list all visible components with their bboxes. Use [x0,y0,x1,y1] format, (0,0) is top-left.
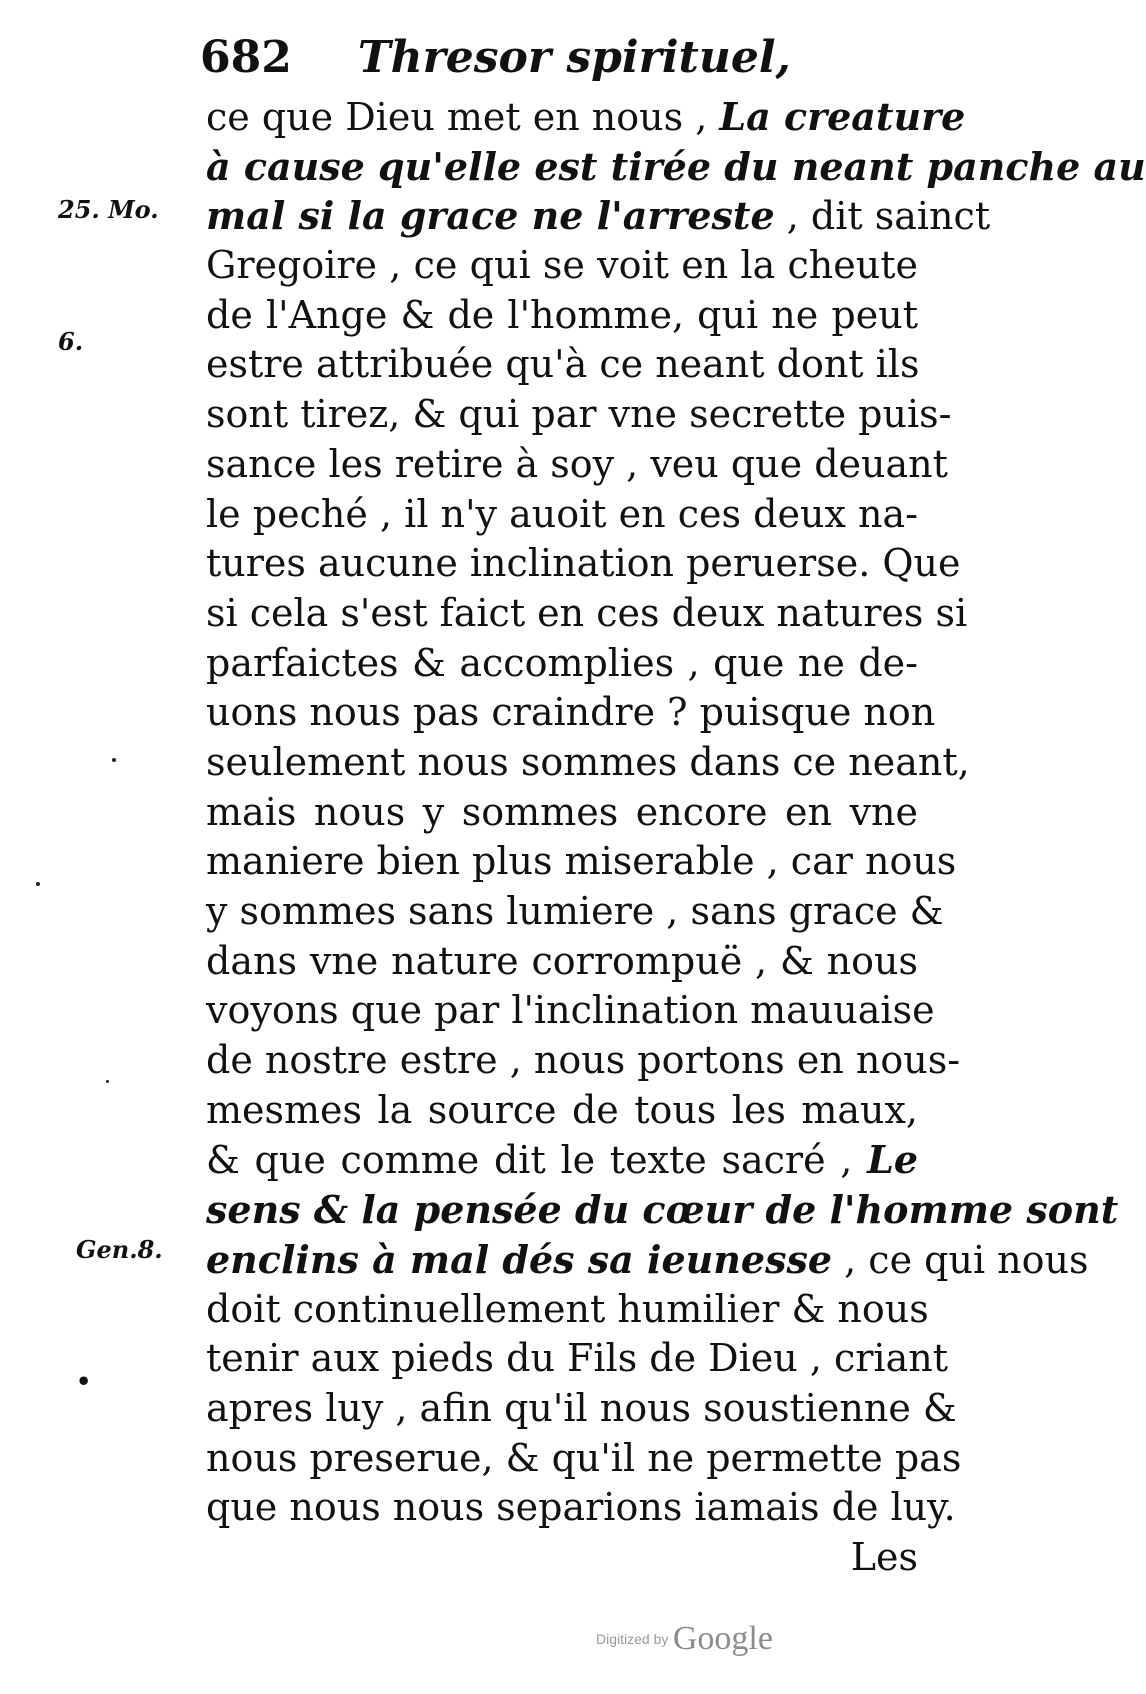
watermark-prefix: Digitized by [596,1631,669,1647]
text-line: de l'Ange & de l'homme, qui ne peut [206,292,918,337]
text-line: doit continuellement humilier & nous [206,1286,929,1331]
text-line [206,142,1146,192]
text-line: Gregoire , ce qui se voit en la cheute [206,243,918,288]
margin-note-line: 6. [58,327,84,356]
text-line: seulement nous sommes dans ce neant, [206,739,970,784]
text-line: le peché , il n'y auoit en ces deux na- [206,491,918,536]
text-line [206,1185,1119,1235]
text-line: parfaictes & accomplies , que ne de- [206,640,918,685]
italic-span: mal si la grace ne l'arreste [206,193,775,239]
margin-note-line: • [76,1367,92,1396]
text-span: , ce qui nous [844,1237,1089,1282]
page-header [200,28,791,88]
text-line [206,1235,1089,1285]
text-line: si cela s'est faict en ces deux natures si [206,590,968,635]
text-line [206,191,991,241]
text-span: ce que Dieu met en nous , [206,95,708,139]
italic-span: La creature [719,94,966,139]
text-line: tenir aux pieds du Fils de Dieu , criant [206,1336,948,1381]
digitization-watermark [596,1620,816,1660]
running-title: Thresor spirituel, [357,32,791,83]
text-line: de nostre estre , nous portons en nous- [206,1038,961,1083]
italic-span: à cause qu'elle est tirée du neant panche au [206,143,1146,189]
text-line: y sommes sans lumiere , sans grace & [206,889,944,933]
text-line: estre attribuée qu'à ce neant dont ils [206,342,920,387]
ink-speck [36,882,40,886]
italic-span: sens & la pensée du cœur de l'homme sont [206,1187,1119,1233]
text-line: maniere bien plus miserable , car nous [206,839,957,884]
italic-span: enclins à mal dés sa ieunesse [206,1236,833,1282]
text-line: mesmes la source de tous les maux, [206,1087,918,1132]
body-text [206,92,1146,1583]
text-line: nous preserue, & qu'il ne permette pas [206,1435,962,1480]
text-line: sance les retire à soy , veu que deuant [206,441,948,486]
page-number: 682 [200,32,292,83]
text-line: uons nous pas craindre ? puisque non [206,690,936,735]
margin-note-line: 25. Mo. [58,195,159,224]
text-line: que nous nous separions iamais de luy. [206,1485,956,1530]
text-line: sont tirez, & qui par vne secrette puis- [206,392,952,437]
italic-span: Le [867,1137,918,1183]
text-line [206,92,966,142]
text-line: mais nous y sommes encore en vne [206,789,918,834]
text-line: voyons que par l'inclination mauuaise [206,988,935,1033]
watermark-logo: Google [672,1620,773,1657]
ink-speck [112,758,116,762]
text-line: tures aucune inclination peruerse. Que [206,541,961,586]
catchword: Les [850,1534,918,1579]
margin-note-reference-2 [76,1140,163,1492]
margin-note-line: Gen.8. [76,1235,163,1264]
margin-note-reference-1 [58,100,159,452]
ink-speck [106,1080,109,1083]
text-span: , dit sainct [786,194,991,239]
text-line: dans vne nature corrompuë , & nous [206,938,918,983]
text-line: apres luy , afin qu'il nous soustienne & [206,1385,957,1430]
text-line [206,1135,918,1185]
text-span: & que comme dit le texte sacré , [206,1138,853,1183]
